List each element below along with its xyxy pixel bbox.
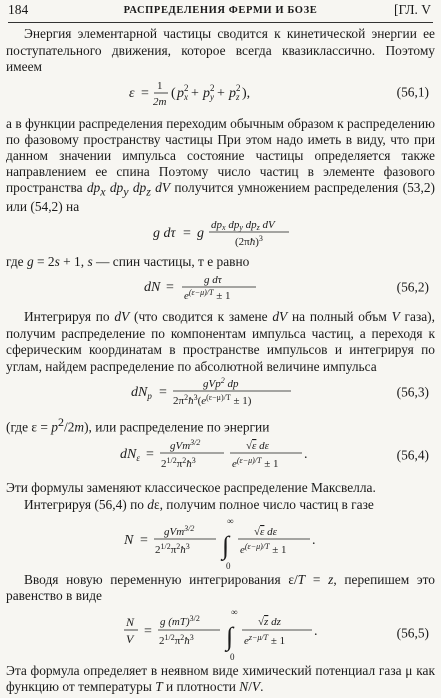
- svg-text:N: N: [125, 614, 134, 629]
- running-title: РАСПРЕДЕЛЕНИЯ ФЕРМИ И БОЗЕ: [123, 5, 318, 16]
- svg-text:z: z: [235, 91, 240, 102]
- paragraph-new-variable: Вводя новую переменную интегрирования ε/T = z, перепишем это равенство в виде: [6, 571, 435, 604]
- paragraph-total-number: Интегрируя (56,4) по dε, получим полное число частиц в газе: [24, 497, 374, 513]
- equation-56-4-formula: [106, 436, 336, 476]
- svg-text:2m: 2m: [152, 95, 166, 108]
- svg-text:dpx dpy dpz dV: dpx dpy dpz dV: [210, 219, 275, 233]
- equation-56-1-formula: [121, 76, 321, 110]
- equation-56-4: [6, 436, 435, 476]
- svg-text:p: p: [202, 85, 210, 101]
- svg-text:0: 0: [229, 651, 234, 662]
- svg-text:2: 2: [209, 82, 214, 93]
- equation-number-56-5: (56,5): [396, 625, 429, 641]
- svg-text:g (mT)3/2: g (mT)$^{3/2}$: [159, 613, 200, 628]
- svg-text:=: =: [165, 280, 174, 296]
- paragraph-maxwell: Эти формулы заменяют классическое распределение Максвелла.: [6, 480, 376, 496]
- equation-56-2-formula: [126, 271, 316, 305]
- svg-text:=: =: [145, 447, 154, 463]
- svg-text:p: p: [228, 85, 236, 101]
- equation-total-n: [6, 514, 435, 572]
- svg-text:√ε dε: √ε dε: [245, 440, 269, 453]
- paragraph-chemical-potential: Эта формула определяет в неявном виде химический потенциал газа μ как функцию от температуры T и плотности N/V.: [6, 662, 435, 695]
- svg-text:0: 0: [225, 560, 230, 571]
- svg-text:ez−μ/T ± 1: $e^{z-\mu/T} \pm 1$: [243, 632, 285, 647]
- equation-number-56-3: (56,3): [396, 385, 429, 401]
- svg-text:.: .: [303, 447, 307, 463]
- paragraph-energy-distribution: (где $\varepsilon = p^2/2m$), или распределение по энергии: [6, 415, 270, 435]
- equation-total-n-formula: [106, 514, 336, 572]
- svg-text:2: 2: [183, 82, 188, 93]
- equation-56-2: [6, 271, 435, 305]
- svg-text:e(ε−μ)/T ± 1: $e^{(\varepsilon-\mu)/T} \pm 1$: [183, 288, 231, 303]
- svg-text:e(ε−μ)/T ± 1: $e^{(\varepsilon-\mu)/T} \pm 1$: [231, 456, 279, 471]
- paragraph-phase-space: а в функции распределения переходим обычным образом к распределению по фазовому пространству частицы При этом надо иметь в виду, что при данном значении импульса состояние частицы определяется также направлением ее спина Поэтому число частиц в элементе фазового пространства $dp_x$ $dp_y$ $dp_z$ dV получится умножением распределения (53,2) или (54,2) на: [6, 115, 435, 215]
- svg-text:√ε dε: √ε dε: [253, 525, 277, 538]
- svg-text:∞: ∞: [230, 606, 237, 617]
- svg-text:.: .: [311, 532, 315, 548]
- svg-text:dNp: $dN_p$: [130, 385, 152, 402]
- svg-text:∞: ∞: [226, 515, 233, 526]
- svg-text:(2πħ)3: (2πħ)$^3$: [234, 234, 263, 249]
- svg-text:g dτ: g dτ: [152, 226, 176, 242]
- svg-text:√z dz: √z dz: [257, 615, 281, 628]
- svg-text:+: +: [216, 85, 225, 101]
- page-number: 184: [8, 2, 29, 17]
- svg-text:gVp2 dp: gVp$^2$ dp: [202, 376, 238, 391]
- equation-g-dtau: [6, 215, 435, 251]
- svg-text:V: V: [125, 631, 133, 646]
- book-page: [0, 2, 441, 698]
- equation-56-3-formula: [111, 375, 331, 411]
- equation-56-3: [6, 375, 435, 411]
- svg-text:=: =: [140, 85, 149, 101]
- equation-56-5-formula: [106, 605, 336, 663]
- svg-text:ε: ε: [128, 85, 135, 101]
- svg-text:21/2π2ħ3: $2^{1/2}\pi^2ħ^3$: [154, 541, 190, 556]
- svg-text:=: =: [143, 623, 152, 639]
- page-header: [6, 2, 435, 22]
- svg-text:=: =: [158, 385, 167, 401]
- svg-text:N: N: [123, 532, 133, 548]
- svg-text:gVm3/2: gVm$^{3/2}$: [169, 438, 200, 453]
- svg-text:dN: dN: [143, 280, 160, 296]
- equation-number-56-1: (56,1): [396, 84, 429, 100]
- svg-text:21/2π2ħ3: $2^{1/2}\pi^2ħ^3$: [160, 456, 196, 471]
- svg-text:e(ε−μ)/T ± 1: $e^{(\varepsilon-\mu)/T} \pm 1$: [239, 541, 287, 556]
- svg-text:.: .: [313, 623, 317, 639]
- svg-text:gVm3/2: gVm$^{3/2}$: [163, 523, 194, 538]
- svg-text:+: +: [190, 85, 199, 101]
- chapter-label: [ГЛ. V: [394, 2, 431, 17]
- paragraph-spin: где g = 2s + 1, s — спин частицы, т е равно: [6, 254, 250, 270]
- header-rule: [8, 22, 433, 23]
- paragraph-integrating-volume: Интегрируя по dV (что сводится к замене dV на полный объм V газа), получим распределение по компонентам импульса частиц, а переходя к сферическим координатам в пространстве импульсов и интегрируя по углам, найдем распределение по абсолютной величине импульса: [6, 309, 435, 374]
- svg-text:∫: ∫: [225, 621, 233, 651]
- equation-56-5: [6, 605, 435, 663]
- svg-text:),: ),: [241, 85, 250, 101]
- svg-text:x: x: [183, 91, 188, 102]
- equation-number-56-2: (56,2): [396, 279, 429, 295]
- svg-text:2π2ħ3(e(ε−μ)/T ± 1): $2\pi^2ħ^3(e^{(\varepsilon-\mu)/T} \pm 1)$: [172, 393, 251, 408]
- equation-number-56-4: (56,4): [396, 448, 429, 464]
- svg-text:dNε: $dN_\varepsilon$: [119, 447, 140, 464]
- svg-text:g: g: [196, 226, 204, 242]
- svg-text:g dτ: g dτ: [203, 274, 222, 287]
- svg-text:(: (: [170, 85, 176, 101]
- equation-g-dtau-formula: [131, 215, 311, 251]
- svg-text:=: =: [182, 226, 191, 242]
- paragraph-energy: Энергия элементарной частицы сводится к кинетической энергии ее поступательного движения, которое всегда квазиклассично. Поэтому имеем: [6, 26, 435, 75]
- svg-text:21/2π2ħ3: $2^{1/2}\pi^2ħ^3$: [158, 632, 194, 647]
- svg-text:=: =: [139, 532, 148, 548]
- svg-text:y: y: [209, 91, 214, 102]
- svg-text:∫: ∫: [221, 530, 229, 560]
- equation-56-1: [6, 76, 435, 110]
- svg-text:2: 2: [235, 82, 240, 93]
- svg-text:p: p: [176, 85, 184, 101]
- svg-text:1: 1: [156, 79, 162, 92]
